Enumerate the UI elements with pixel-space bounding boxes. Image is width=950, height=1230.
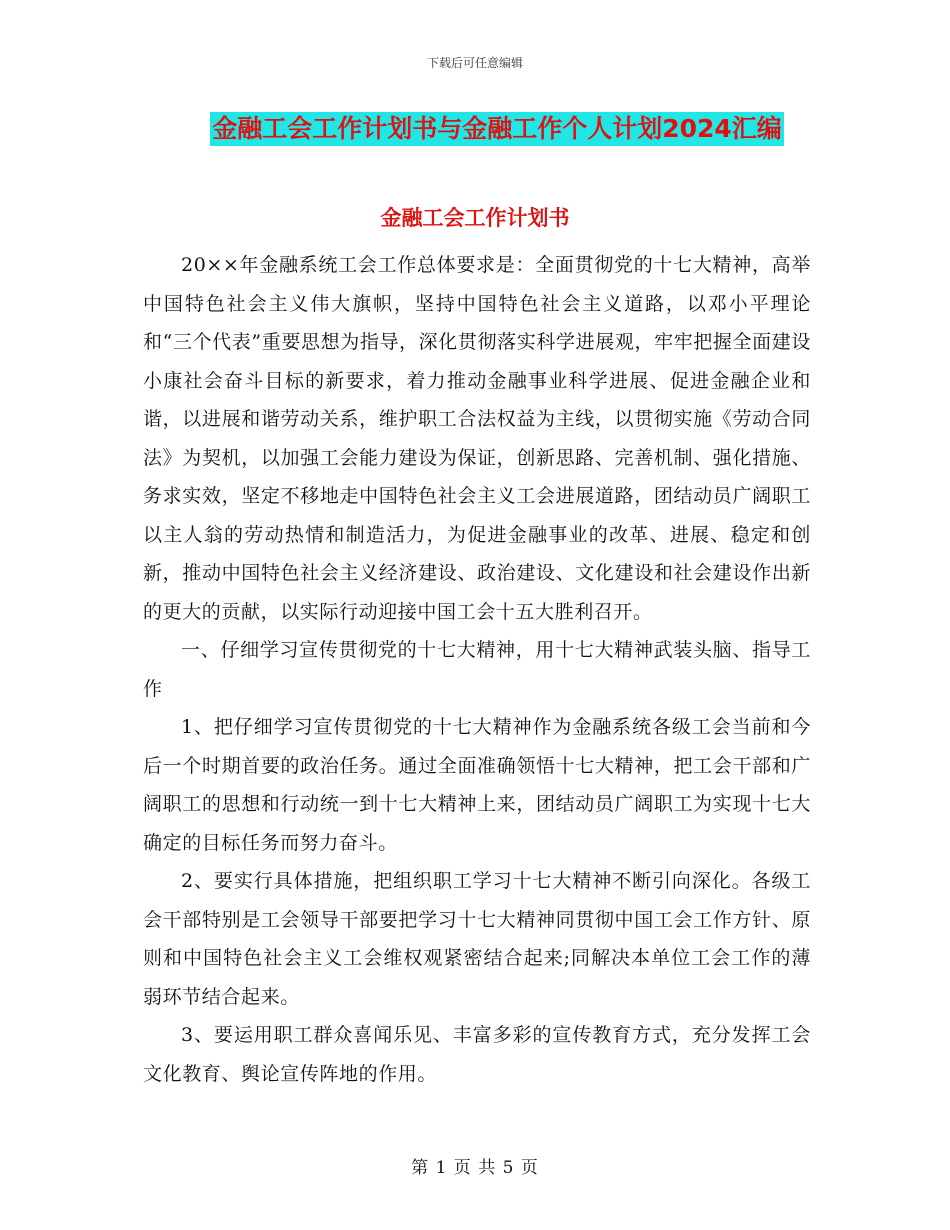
header-note: 下载后可任意编辑 (426, 56, 523, 70)
document-body (143, 246, 811, 1093)
document-title-container (0, 112, 950, 146)
page-number-footer: 第 1 页 共 5 页 (411, 1158, 539, 1178)
paragraph-item-3: 3、要运用职工群众喜闻乐见、丰富多彩的宣传教育方式，充分发挥工会文化教育、舆论宣传阵地的作用。 (143, 1024, 811, 1085)
document-title: 金融工会工作计划书与金融工作个人计划2024汇编 (210, 112, 784, 146)
paragraph-item-2: 2、要实行具体措施，把组织职工学习十七大精神不断引向深化。各级工会干部特别是工会领导干部要把学习十七大精神同贯彻中国工会工作方针、原则和中国特色社会主义工会维权观紧密结合起来;同解决本单位工会工作的薄弱环节结合起来。 (143, 870, 811, 1008)
paragraph-item-1: 1、把仔细学习宣传贯彻党的十七大精神作为金融系统各级工会当前和今后一个时期首要的政治任务。通过全面准确领悟十七大精神，把工会干部和广阔职工的思想和行动统一到十七大精神上来，团结动员广阔职工为实现十七大确定的目标任务而努力奋斗。 (143, 716, 811, 854)
paragraph-heading-1: 一、仔细学习宣传贯彻党的十七大精神，用十七大精神武装头脑、指导工作 (143, 639, 811, 700)
section-title: 金融工会工作计划书 (380, 206, 570, 230)
paragraph-intro: 20××年金融系统工会工作总体要求是：全面贯彻党的十七大精神，高举中国特色社会主义伟大旗帜，坚持中国特色社会主义道路，以邓小平理论和“三个代表”重要思想为指导，深化贯彻落实科学进展观，牢牢把握全面建设小康社会奋斗目标的新要求，着力推动金融事业科学进展、促进金融企业和谐，以进展和谐劳动关系，维护职工合法权益为主线，以贯彻实施《劳动合同法》为契机，以加强工会能力建设为保证，创新思路、完善机制、强化措施、务求实效，坚定不移地走中国特色社会主义工会进展道路，团结动员广阔职工以主人翁的劳动热情和制造活力，为促进金融事业的改革、进展、稳定和创新，推动中国特色社会主义经济建设、政治建设、文化建设和社会建设作出新的更大的贡献，以实际行动迎接中国工会十五大胜利召开。 (143, 254, 811, 623)
